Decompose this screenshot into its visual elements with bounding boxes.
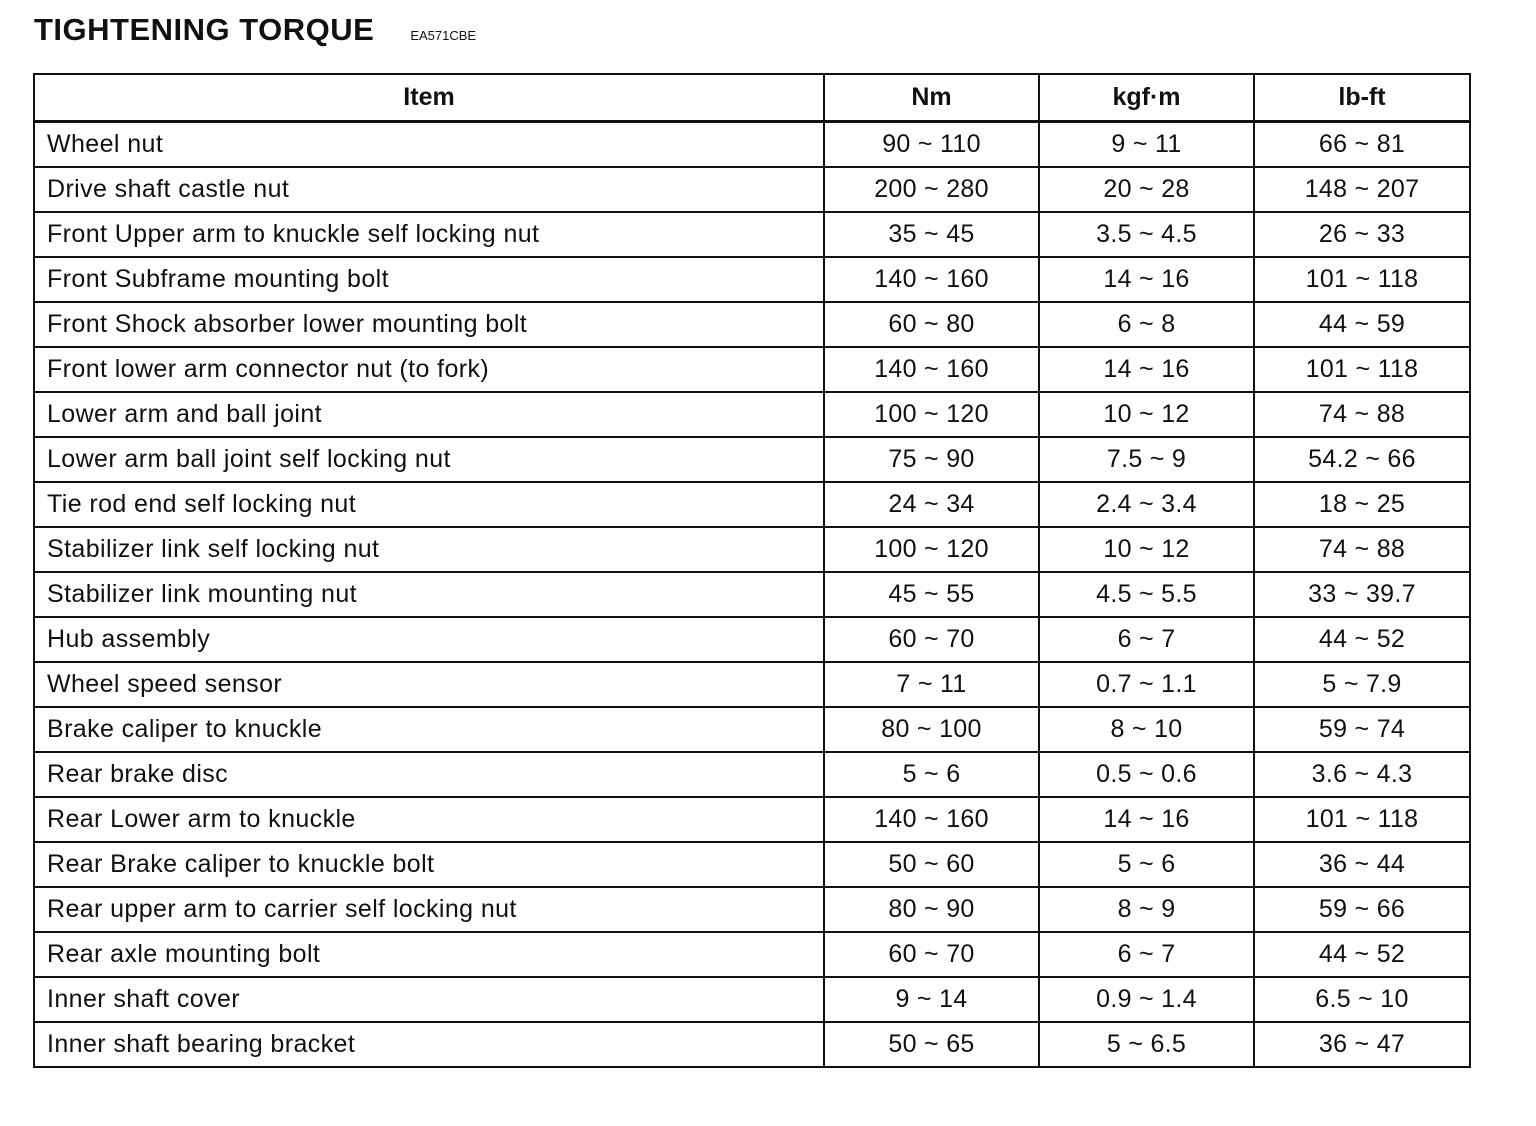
table-row xyxy=(34,752,1470,797)
torque-kgf-m: 14 ~ 16 xyxy=(1039,347,1254,392)
torque-nm: 50 ~ 60 xyxy=(824,842,1039,887)
table-row xyxy=(34,1022,1470,1067)
item-name: Wheel speed sensor xyxy=(34,662,824,707)
table-body xyxy=(34,122,1470,1068)
torque-lb-ft: 36 ~ 44 xyxy=(1254,842,1470,887)
item-name: Wheel nut xyxy=(34,122,824,168)
torque-lb-ft: 44 ~ 52 xyxy=(1254,617,1470,662)
torque-nm: 200 ~ 280 xyxy=(824,167,1039,212)
torque-nm: 60 ~ 80 xyxy=(824,302,1039,347)
torque-lb-ft: 26 ~ 33 xyxy=(1254,212,1470,257)
torque-kgf-m: 10 ~ 12 xyxy=(1039,527,1254,572)
torque-kgf-m: 5 ~ 6.5 xyxy=(1039,1022,1254,1067)
item-name: Brake caliper to knuckle xyxy=(34,707,824,752)
item-name: Stabilizer link mounting nut xyxy=(34,572,824,617)
torque-lb-ft: 6.5 ~ 10 xyxy=(1254,977,1470,1022)
torque-kgf-m: 6 ~ 7 xyxy=(1039,617,1254,662)
torque-lb-ft: 66 ~ 81 xyxy=(1254,122,1470,168)
table-row xyxy=(34,572,1470,617)
item-name: Lower arm ball joint self locking nut xyxy=(34,437,824,482)
torque-nm: 45 ~ 55 xyxy=(824,572,1039,617)
torque-kgf-m: 0.7 ~ 1.1 xyxy=(1039,662,1254,707)
torque-kgf-m: 14 ~ 16 xyxy=(1039,257,1254,302)
torque-kgf-m: 0.9 ~ 1.4 xyxy=(1039,977,1254,1022)
item-name: Rear brake disc xyxy=(34,752,824,797)
torque-nm: 24 ~ 34 xyxy=(824,482,1039,527)
table-row xyxy=(34,797,1470,842)
torque-kgf-m: 10 ~ 12 xyxy=(1039,392,1254,437)
torque-kgf-m: 0.5 ~ 0.6 xyxy=(1039,752,1254,797)
torque-lb-ft: 33 ~ 39.7 xyxy=(1254,572,1470,617)
torque-kgf-m: 8 ~ 10 xyxy=(1039,707,1254,752)
torque-lb-ft: 101 ~ 118 xyxy=(1254,257,1470,302)
table-row xyxy=(34,437,1470,482)
item-name: Lower arm and ball joint xyxy=(34,392,824,437)
torque-nm: 60 ~ 70 xyxy=(824,617,1039,662)
document-code: EA571CBE xyxy=(410,28,477,43)
torque-nm: 50 ~ 65 xyxy=(824,1022,1039,1067)
table-row xyxy=(34,212,1470,257)
torque-nm: 9 ~ 14 xyxy=(824,977,1039,1022)
table-row xyxy=(34,842,1470,887)
table-row xyxy=(34,392,1470,437)
torque-kgf-m: 5 ~ 6 xyxy=(1039,842,1254,887)
item-name: Inner shaft cover xyxy=(34,977,824,1022)
item-name: Inner shaft bearing bracket xyxy=(34,1022,824,1067)
torque-kgf-m: 6 ~ 8 xyxy=(1039,302,1254,347)
torque-lb-ft: 74 ~ 88 xyxy=(1254,527,1470,572)
item-name: Stabilizer link self locking nut xyxy=(34,527,824,572)
torque-lb-ft: 74 ~ 88 xyxy=(1254,392,1470,437)
torque-nm: 100 ~ 120 xyxy=(824,392,1039,437)
item-name: Rear Lower arm to knuckle xyxy=(34,797,824,842)
torque-kgf-m: 6 ~ 7 xyxy=(1039,932,1254,977)
item-name: Rear axle mounting bolt xyxy=(34,932,824,977)
item-name: Front Subframe mounting bolt xyxy=(34,257,824,302)
torque-nm: 5 ~ 6 xyxy=(824,752,1039,797)
torque-nm: 60 ~ 70 xyxy=(824,932,1039,977)
torque-lb-ft: 59 ~ 66 xyxy=(1254,887,1470,932)
torque-lb-ft: 59 ~ 74 xyxy=(1254,707,1470,752)
table-row xyxy=(34,617,1470,662)
table-row xyxy=(34,257,1470,302)
column-header-kgf-m: kgf·m xyxy=(1039,74,1254,122)
torque-lb-ft: 44 ~ 52 xyxy=(1254,932,1470,977)
torque-nm: 35 ~ 45 xyxy=(824,212,1039,257)
torque-kgf-m: 8 ~ 9 xyxy=(1039,887,1254,932)
page-title: TIGHTENING TORQUE xyxy=(34,12,375,47)
torque-table xyxy=(33,73,1471,1068)
torque-nm: 80 ~ 100 xyxy=(824,707,1039,752)
torque-nm: 100 ~ 120 xyxy=(824,527,1039,572)
table-row xyxy=(34,707,1470,752)
item-name: Drive shaft castle nut xyxy=(34,167,824,212)
torque-lb-ft: 18 ~ 25 xyxy=(1254,482,1470,527)
torque-lb-ft: 5 ~ 7.9 xyxy=(1254,662,1470,707)
torque-kgf-m: 20 ~ 28 xyxy=(1039,167,1254,212)
torque-lb-ft: 44 ~ 59 xyxy=(1254,302,1470,347)
table-header xyxy=(34,74,1470,122)
header-row xyxy=(34,74,1470,122)
column-header-lb-ft: lb-ft xyxy=(1254,74,1470,122)
torque-lb-ft: 101 ~ 118 xyxy=(1254,797,1470,842)
table-row xyxy=(34,932,1470,977)
torque-nm: 75 ~ 90 xyxy=(824,437,1039,482)
torque-nm: 90 ~ 110 xyxy=(824,122,1039,168)
item-name: Hub assembly xyxy=(34,617,824,662)
table-row xyxy=(34,482,1470,527)
item-name: Front Shock absorber lower mounting bolt xyxy=(34,302,824,347)
table-row xyxy=(34,302,1470,347)
table-row xyxy=(34,887,1470,932)
table-row xyxy=(34,977,1470,1022)
item-name: Rear upper arm to carrier self locking nut xyxy=(34,887,824,932)
torque-nm: 140 ~ 160 xyxy=(824,797,1039,842)
torque-lb-ft: 3.6 ~ 4.3 xyxy=(1254,752,1470,797)
torque-lb-ft: 101 ~ 118 xyxy=(1254,347,1470,392)
item-name: Tie rod end self locking nut xyxy=(34,482,824,527)
torque-kgf-m: 9 ~ 11 xyxy=(1039,122,1254,168)
torque-kgf-m: 2.4 ~ 3.4 xyxy=(1039,482,1254,527)
table-row xyxy=(34,347,1470,392)
table-row xyxy=(34,122,1470,168)
item-name: Front lower arm connector nut (to fork) xyxy=(34,347,824,392)
torque-kgf-m: 3.5 ~ 4.5 xyxy=(1039,212,1254,257)
table-row xyxy=(34,527,1470,572)
table-row xyxy=(34,662,1470,707)
torque-lb-ft: 36 ~ 47 xyxy=(1254,1022,1470,1067)
torque-kgf-m: 14 ~ 16 xyxy=(1039,797,1254,842)
torque-nm: 140 ~ 160 xyxy=(824,257,1039,302)
table-row xyxy=(34,167,1470,212)
torque-nm: 80 ~ 90 xyxy=(824,887,1039,932)
torque-lb-ft: 54.2 ~ 66 xyxy=(1254,437,1470,482)
column-header-item: Item xyxy=(34,74,824,122)
item-name: Front Upper arm to knuckle self locking nut xyxy=(34,212,824,257)
page-heading xyxy=(34,8,476,52)
torque-lb-ft: 148 ~ 207 xyxy=(1254,167,1470,212)
torque-kgf-m: 7.5 ~ 9 xyxy=(1039,437,1254,482)
item-name: Rear Brake caliper to knuckle bolt xyxy=(34,842,824,887)
torque-nm: 7 ~ 11 xyxy=(824,662,1039,707)
column-header-nm: Nm xyxy=(824,74,1039,122)
torque-kgf-m: 4.5 ~ 5.5 xyxy=(1039,572,1254,617)
torque-nm: 140 ~ 160 xyxy=(824,347,1039,392)
